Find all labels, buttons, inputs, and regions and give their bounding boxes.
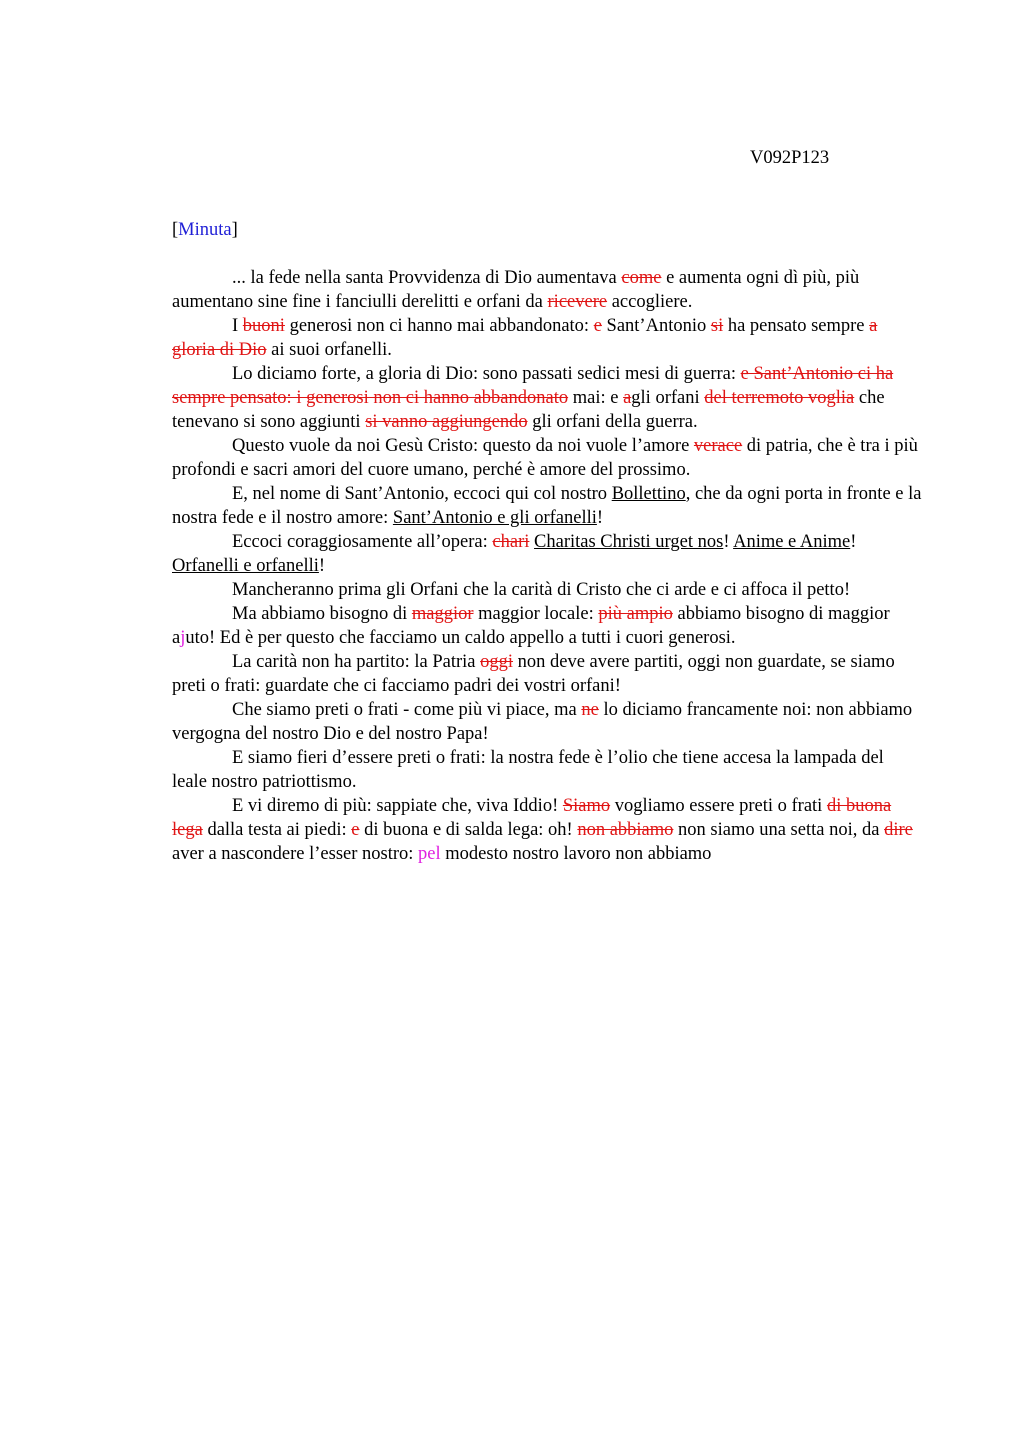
paragraph	[172, 362, 922, 434]
inserted-text: pel	[418, 844, 441, 864]
section-tag-close-bracket: ]	[231, 220, 238, 240]
deleted-text: e Sant’Antonio ci ha sempre pensato: i generosi non ci hanno abbandonato	[172, 364, 894, 408]
deleted-text: chari	[492, 532, 530, 552]
inserted-text: j	[180, 628, 186, 648]
paragraph	[172, 602, 922, 650]
deleted-text: di buona lega	[172, 796, 892, 840]
text-run: uto! Ed è per questo che facciamo un caldo appello a tutti i cuori generosi.	[185, 628, 736, 648]
text-run: Lo diciamo forte, a gloria di Dio: sono passati sedici mesi di guerra:	[232, 364, 741, 384]
deleted-text: non abbiamo	[577, 820, 674, 840]
text-run: I	[232, 316, 243, 336]
text-run: E siamo fieri d’essere preti o frati: la nostra fede è l’olio che tiene accesa la lampada del leale nostro patriottismo.	[172, 748, 884, 792]
text-run: La carità non ha partito: la Patria	[232, 652, 481, 672]
text-run: non deve avere partiti, oggi non guardate, se siamo preti o frati: guardate che ci facciamo padri dei vostri orfani!	[172, 652, 895, 696]
deleted-text: a	[623, 388, 632, 408]
text-run: non siamo una setta noi, da	[673, 820, 885, 840]
text-run: Questo vuole da noi Gesù Cristo: questo da noi vuole l’amore	[232, 436, 694, 456]
text-run: maggior locale:	[473, 604, 599, 624]
body-text	[172, 266, 922, 866]
text-run: ... la fede nella santa Provvidenza di Dio aumentava	[232, 268, 622, 288]
text-run: accogliere.	[607, 292, 693, 312]
deleted-text: ne	[581, 700, 599, 720]
deleted-text: maggior	[411, 604, 474, 624]
paragraph	[172, 794, 922, 866]
section-tag	[172, 218, 238, 242]
paragraph	[172, 314, 922, 362]
text-run: Sant’Antonio	[601, 316, 711, 336]
paragraph	[172, 530, 922, 578]
underlined-text: Orfanelli e orfanelli	[172, 556, 319, 576]
paragraph	[172, 746, 922, 794]
deleted-text: si vanno aggiungendo	[365, 412, 528, 432]
text-run: Eccoci coraggiosamente all’opera:	[232, 532, 493, 552]
paragraph	[172, 578, 922, 602]
deleted-text: oggi	[480, 652, 513, 672]
deleted-text: e	[351, 820, 360, 840]
deleted-text: dire	[884, 820, 913, 840]
text-run: !	[850, 532, 857, 552]
text-run: !	[723, 532, 734, 552]
deleted-text: si	[710, 316, 724, 336]
text-run: ai suoi orfanelli.	[266, 340, 392, 360]
text-run: !	[318, 556, 326, 576]
text-run: dalla testa ai piedi:	[202, 820, 352, 840]
text-run: di buona e di salda lega: oh!	[359, 820, 578, 840]
text-run: Che siamo preti o frati - come più vi piace, ma	[232, 700, 582, 720]
deleted-text: verace	[693, 436, 743, 456]
section-tag-label: Minuta	[178, 220, 232, 240]
text-run: lo diciamo francamente noi: non abbiamo vergogna del nostro Dio e del nostro Papa!	[172, 700, 913, 744]
text-run: modesto nostro lavoro non abbiamo	[440, 844, 712, 864]
deleted-text: a gloria di Dio	[172, 316, 878, 360]
text-run: e aumenta ogni dì più, più aumentano sine fine i fanciulli derelitti e orfani da	[172, 268, 860, 312]
deleted-text: e	[593, 316, 602, 336]
underlined-text: Charitas Christi urget nos	[534, 532, 724, 552]
text-run: Ma abbiamo bisogno di	[232, 604, 412, 624]
underlined-text: Bollettino	[611, 484, 686, 504]
text-run: E, nel nome di Sant’Antonio, eccoci qui col nostro	[232, 484, 612, 504]
paragraph	[172, 650, 922, 698]
underlined-text: Anime e Anime	[733, 532, 851, 552]
paragraph	[172, 698, 922, 746]
page-id: V092P123	[750, 148, 830, 168]
text-run: abbiamo bisogno di maggior a	[172, 604, 890, 648]
text-run: mai: e	[568, 388, 624, 408]
paragraph	[172, 266, 922, 314]
text-run: , che da ogni porta in fronte e la nostra fede e il nostro amore:	[172, 484, 922, 528]
deleted-text: buoni	[242, 316, 285, 336]
paragraph	[172, 482, 922, 530]
text-run: che tenevano si sono aggiunti	[172, 388, 885, 432]
underlined-text: Sant’Antonio e gli orfanelli	[392, 508, 597, 528]
section-tag-open-bracket: [	[172, 220, 179, 240]
deleted-text: ricevere	[547, 292, 608, 312]
text-run: !	[596, 508, 604, 528]
text-run: gli orfani	[631, 388, 705, 408]
text-run: generosi non ci hanno mai abbandonato:	[284, 316, 594, 336]
text-run: vogliamo essere preti o frati	[610, 796, 827, 816]
deleted-text: Siamo	[562, 796, 611, 816]
text-run: ha pensato sempre	[723, 316, 870, 336]
text-run: E vi diremo di più: sappiate che, viva Iddio!	[232, 796, 563, 816]
text-run: di patria, che è tra i più profondi e sacri amori del cuore umano, perché è amore del prossimo.	[172, 436, 918, 480]
deleted-text: del terremoto voglia	[704, 388, 855, 408]
text-run: Mancheranno prima gli Orfani che la carità di Cristo che ci arde e ci affoca il petto!	[232, 580, 851, 600]
text-run: aver a nascondere l’esser nostro:	[172, 844, 419, 864]
deleted-text: più ampio	[598, 604, 673, 624]
text-run: gli orfani della guerra.	[527, 412, 698, 432]
deleted-text: come	[621, 268, 662, 288]
paragraph	[172, 434, 922, 482]
